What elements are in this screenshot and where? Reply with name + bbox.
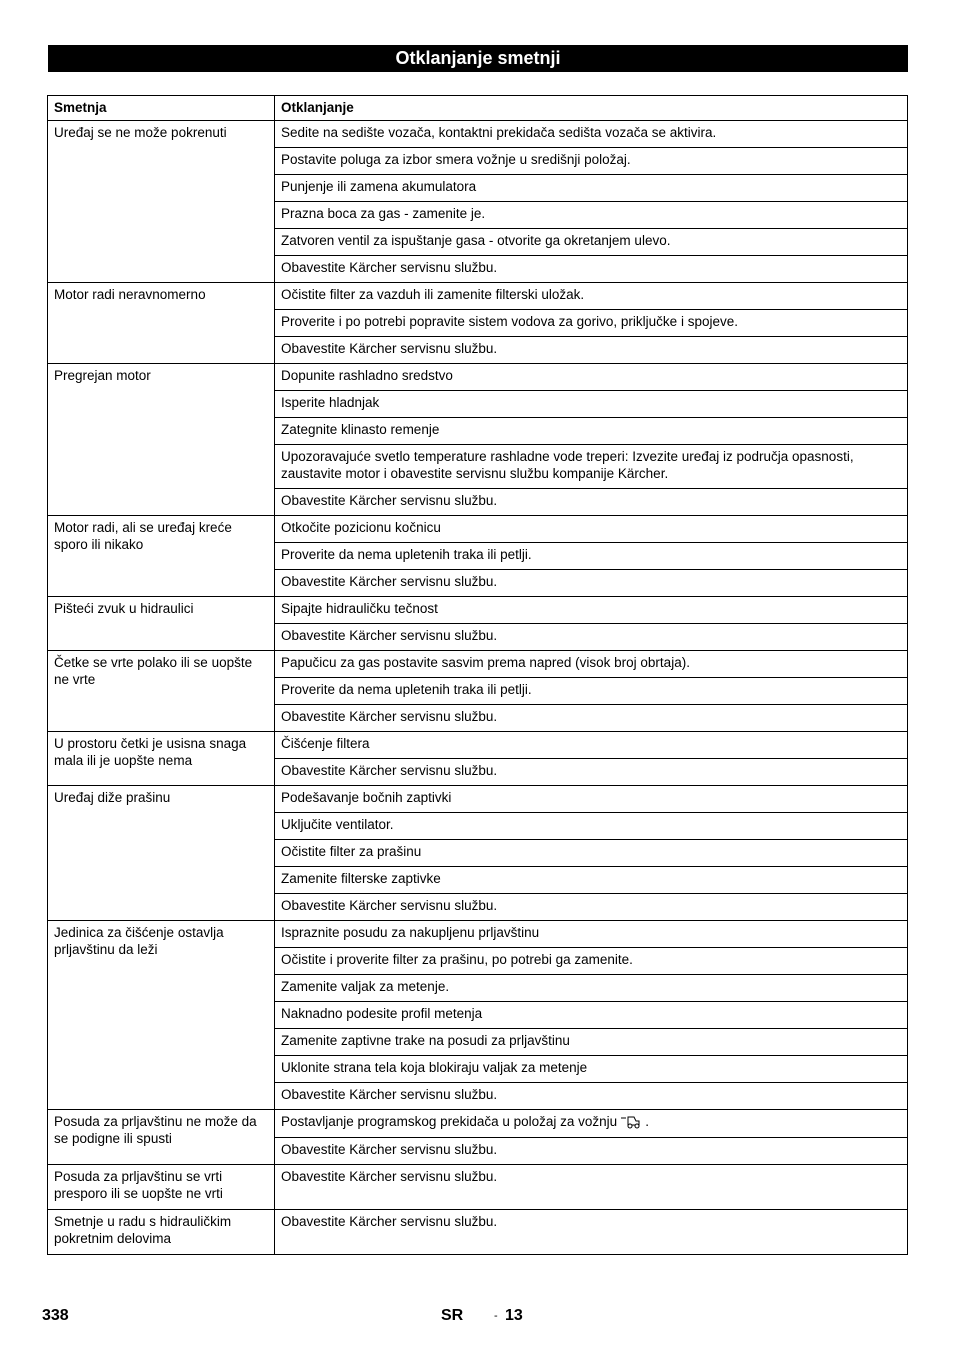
remedy-text: Očistite i proverite filter za prašinu, po potrebi ga zamenite. [281, 952, 633, 967]
fault-cell: Pišteći zvuk u hidraulici [48, 597, 275, 651]
header-remedy: Otklanjanje [275, 96, 908, 121]
remedy-text: Obavestite Kärcher servisnu službu. [281, 709, 498, 724]
remedy-text: Ispraznite posudu za nakupljenu prljavštinu [281, 925, 540, 940]
table-row [48, 364, 908, 391]
remedy-cell [275, 786, 908, 813]
remedy-cell [275, 1002, 908, 1029]
remedy-cell [275, 867, 908, 894]
table-body [48, 121, 908, 1255]
remedy-text: Punjenje ili zamena akumulatora [281, 179, 477, 194]
remedy-text: Proverite da nema upletenih traka ili petlji. [281, 547, 532, 562]
remedy-cell [275, 337, 908, 364]
remedy-cell [275, 948, 908, 975]
header-fault: Smetnja [48, 96, 275, 121]
remedy-cell [275, 1138, 908, 1165]
remedy-cell [275, 1029, 908, 1056]
remedy-cell [275, 597, 908, 624]
fault-cell: Smetnje u radu s hidrauličkim pokretnim delovima [48, 1210, 275, 1255]
remedy-text: Obavestite Kärcher servisnu službu. [281, 1142, 498, 1157]
remedy-cell [275, 570, 908, 597]
remedy-text: Sedite na sedište vozača, kontaktni prekidača sedišta vozača se aktivira. [281, 125, 717, 140]
remedy-text: Očistite filter za vazduh ili zamenite filterski uložak. [281, 287, 585, 302]
remedy-text: Zamenite valjak za metenje. [281, 979, 450, 994]
remedy-text: Zamenite zaptivne trake na posudi za prljavštinu [281, 1033, 570, 1048]
remedy-text: Obavestite Kärcher servisnu službu. [281, 1087, 498, 1102]
remedy-text: Zategnite klinasto remenje [281, 422, 440, 437]
remedy-text: Proverite i po potrebi popravite sistem vodova za gorivo, priključke i spojeve. [281, 314, 738, 329]
remedy-cell [275, 418, 908, 445]
remedy-cell [275, 364, 908, 391]
remedy-cell [275, 651, 908, 678]
remedy-text: Uključite ventilator. [281, 817, 394, 832]
remedy-cell [275, 256, 908, 283]
remedy-cell [275, 121, 908, 148]
remedy-text: Obavestite Kärcher servisnu službu. [281, 1169, 498, 1184]
remedy-text: Obavestite Kärcher servisnu službu. [281, 628, 498, 643]
remedy-cell [275, 1083, 908, 1110]
page-separator: - [494, 1310, 498, 1322]
table-row [48, 283, 908, 310]
remedy-text: Obavestite Kärcher servisnu službu. [281, 493, 498, 508]
remedy-text: Zamenite filterske zaptivke [281, 871, 441, 886]
table-row [48, 651, 908, 678]
remedy-cell [275, 921, 908, 948]
fault-cell: Posuda za prljavštinu se vrti presporo ili se uopšte ne vrti [48, 1165, 275, 1210]
remedy-cell [275, 148, 908, 175]
remedy-cell [275, 310, 908, 337]
remedy-cell [275, 1056, 908, 1083]
fault-cell: Posuda za prljavštinu ne može da se podigne ili spusti [48, 1110, 275, 1165]
fault-cell: Pregrejan motor [48, 364, 275, 516]
remedy-cell [275, 175, 908, 202]
remedy-text: Sipajte hidrauličku tečnost [281, 601, 438, 616]
remedy-cell [275, 759, 908, 786]
table-row [48, 1210, 908, 1255]
remedy-cell [275, 975, 908, 1002]
table-row [48, 786, 908, 813]
remedy-cell [275, 445, 908, 489]
remedy-cell [275, 391, 908, 418]
remedy-cell [275, 813, 908, 840]
table-row [48, 1165, 908, 1210]
remedy-cell [275, 1210, 908, 1255]
remedy-cell [275, 516, 908, 543]
remedy-suffix: . [645, 1114, 649, 1129]
remedy-text: Zatvoren ventil za ispuštanje gasa - otvorite ga okretanjem ulevo. [281, 233, 671, 248]
remedy-cell [275, 705, 908, 732]
table-row [48, 516, 908, 543]
remedy-text: Upozoravajuće svetlo temperature rashladne vode treperi: Izvezite uređaj iz područja opasnosti, zaustavite motor i obavestite servisnu službu kompanije Kärcher. [281, 449, 854, 481]
remedy-cell [275, 283, 908, 310]
section-title: Otklanjanje smetnji [48, 45, 908, 72]
page-number: 338 [42, 1307, 69, 1324]
remedy-cell [275, 624, 908, 651]
fault-cell: Uređaj diže prašinu [48, 786, 275, 921]
remedy-text: Postavite poluga za izbor smera vožnje u središnji položaj. [281, 152, 631, 167]
remedy-cell [275, 489, 908, 516]
table-row [48, 1110, 908, 1138]
table-row [48, 121, 908, 148]
remedy-text: Papučicu za gas postavite sasvim prema napred (visok broj obrtaja). [281, 655, 690, 670]
remedy-cell [275, 732, 908, 759]
remedy-text: Obavestite Kärcher servisnu službu. [281, 1214, 498, 1229]
fault-cell: Motor radi neravnomerno [48, 283, 275, 364]
remedy-text: Postavljanje programskog prekidača u položaj za vožnju [281, 1114, 618, 1129]
section-page-number: 13 [505, 1307, 523, 1324]
remedy-text: Čišćenje filtera [281, 736, 370, 751]
remedy-text: Obavestite Kärcher servisnu službu. [281, 898, 498, 913]
remedy-cell [275, 894, 908, 921]
remedy-text: Obavestite Kärcher servisnu službu. [281, 260, 498, 275]
fault-cell: Uređaj se ne može pokrenuti [48, 121, 275, 283]
table-header-row [48, 96, 908, 121]
remedy-text: Uklonite strana tela koja blokiraju valjak za metenje [281, 1060, 588, 1075]
remedy-text: Podešavanje bočnih zaptivki [281, 790, 452, 805]
remedy-text: Proverite da nema upletenih traka ili petlji. [281, 682, 532, 697]
remedy-cell [275, 543, 908, 570]
remedy-text: Očistite filter za prašinu [281, 844, 422, 859]
remedy-cell [275, 229, 908, 256]
table-row [48, 732, 908, 759]
remedy-text: Isperite hladnjak [281, 395, 380, 410]
drive-mode-icon [620, 1115, 642, 1133]
remedy-text: Naknadno podesite profil metenja [281, 1006, 483, 1021]
remedy-cell [275, 1110, 908, 1138]
fault-cell: Četke se vrte polako ili se uopšte ne vrte [48, 651, 275, 732]
remedy-text: Dopunite rashladno sredstvo [281, 368, 453, 383]
remedy-text: Otkočite pozicionu kočnicu [281, 520, 441, 535]
fault-cell: Motor radi, ali se uređaj kreće sporo ili nikako [48, 516, 275, 597]
remedy-text: Prazna boca za gas - zamenite je. [281, 206, 486, 221]
remedy-cell [275, 1165, 908, 1210]
remedy-cell [275, 678, 908, 705]
troubleshooting-table [47, 95, 908, 1255]
remedy-text: Obavestite Kärcher servisnu službu. [281, 574, 498, 589]
remedy-text: Obavestite Kärcher servisnu službu. [281, 341, 498, 356]
language-code: SR [441, 1307, 464, 1324]
table-row [48, 597, 908, 624]
fault-cell: Jedinica za čišćenje ostavlja prljavštinu da leži [48, 921, 275, 1110]
remedy-text: Obavestite Kärcher servisnu službu. [281, 763, 498, 778]
table-row [48, 921, 908, 948]
remedy-cell [275, 840, 908, 867]
fault-cell: U prostoru četki je usisna snaga mala ili je uopšte nema [48, 732, 275, 786]
remedy-cell [275, 202, 908, 229]
